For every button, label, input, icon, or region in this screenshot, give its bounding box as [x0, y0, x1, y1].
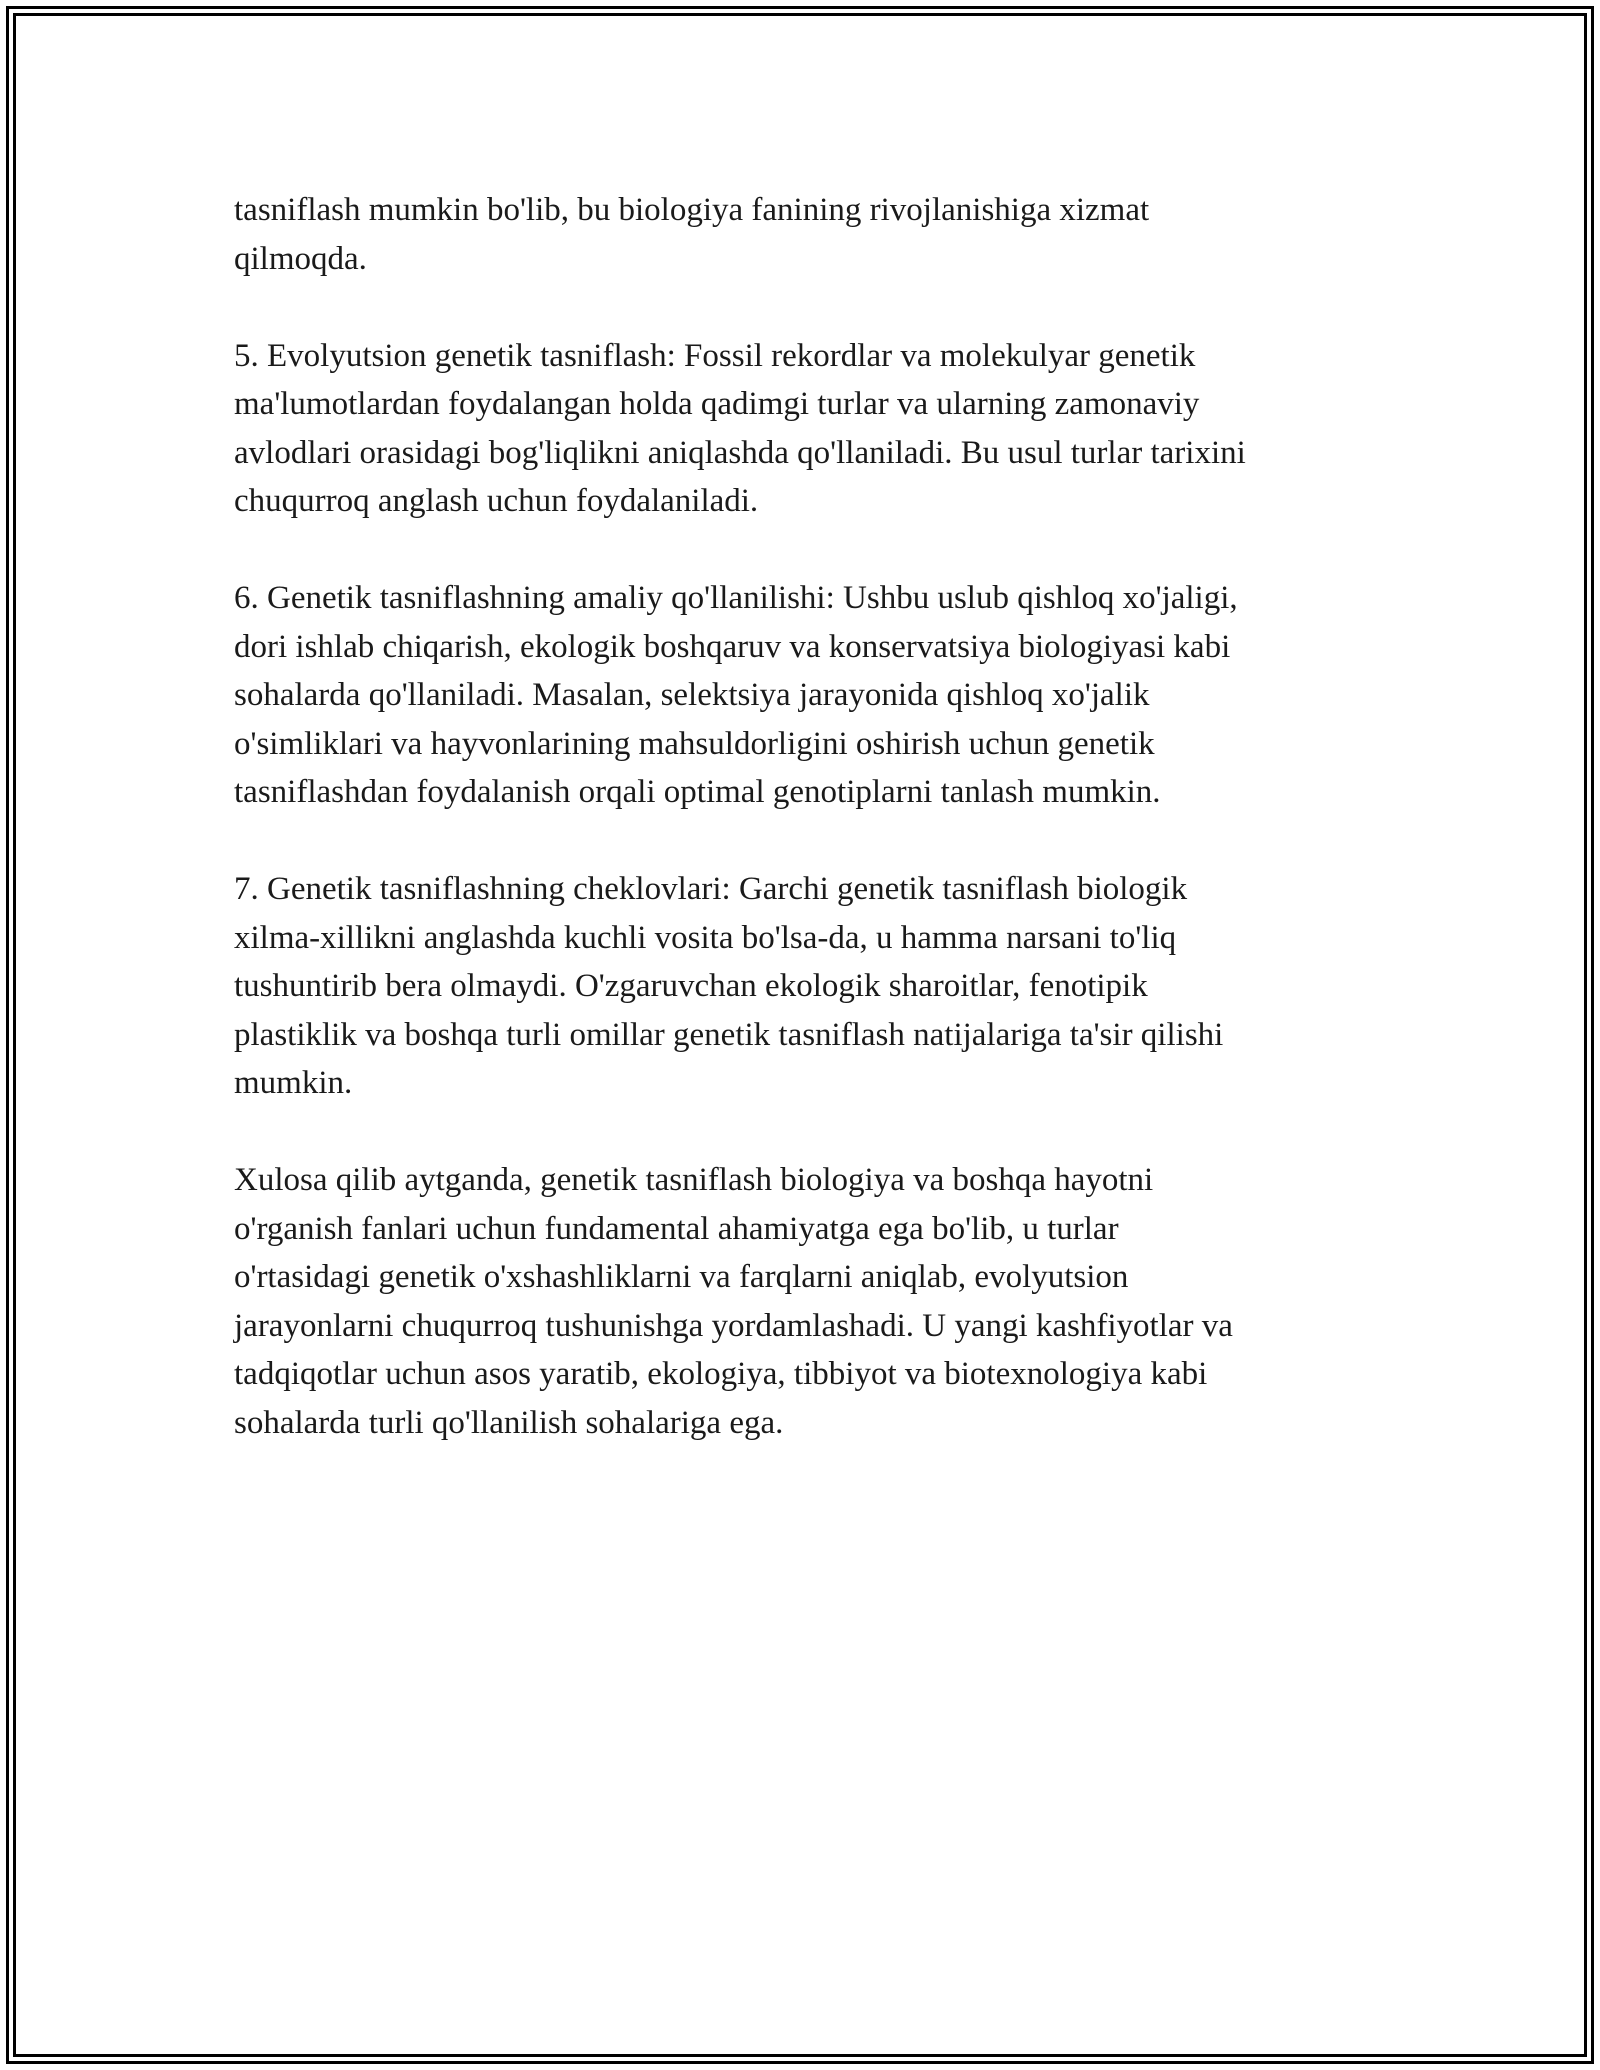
paragraph-evolutionary-classification: 5. Evolyutsion genetik tasniflash: Fossil rekordlar va molekulyar genetik ma'lumotlardan foydalangan holda qadimgi turlar va ularning zamonaviy avlodlari orasidagi bog'liqlikni aniqlashda qo'llaniladi. Bu usul turlar tarixini chuqurroq anglash uchun foydalaniladi. — [234, 337, 1246, 519]
paragraph-practical-application: 6. Genetik tasniflashning amaliy qo'llanilishi: Ushbu uslub qishloq xo'jaligi, dori ishlab chiqarish, ekologik boshqaruv va konservatsiya biologiyasi kabi sohalarda qo'llaniladi. Masalan, selektsiya jarayonida qishloq xo'jalik o'simliklari va hayvonlarining mahsuldorligini oshirish uchun genetik tasniflashdan foydalanish orqali optimal genotiplarni tanlash mumkin. — [234, 580, 1238, 810]
paragraph-continuation: tasniflash mumkin bo'lib, bu biologiya fanining rivojlanishiga xizmat qilmoqda. — [234, 192, 1150, 277]
paragraph-conclusion: Xulosa qilib aytganda, genetik tasniflash biologiya va boshqa hayotni o'rganish fanlari uchun fundamental ahamiyatga ega bo'lib, u turlar o'rtasidagi genetik o'xshashliklarni va farqlarni aniqlab, evolyutsion jarayonlarni chuqurroq tushunishga yordamlashadi. U yangi kashfiyotlar va tadqiqotlar uchun asos yaratib, ekologiya, tibbiyot va biotexnologiya kabi sohalarda turli qo'llanilish sohalariga ega. — [234, 1162, 1233, 1441]
paragraph-limitations: 7. Genetik tasniflashning cheklovlari: Garchi genetik tasniflash biologik xilma-xillikni anglashda kuchli vosita bo'lsa-da, u hamma narsani to'liq tushuntirib bera olmaydi. O'zgaruvchan ekologik sharoitlar, fenotipik plastiklik va boshqa turli omillar genetik tasniflash natijalariga ta'sir qilishi mumkin. — [234, 871, 1224, 1101]
document-body — [234, 186, 1374, 1447]
